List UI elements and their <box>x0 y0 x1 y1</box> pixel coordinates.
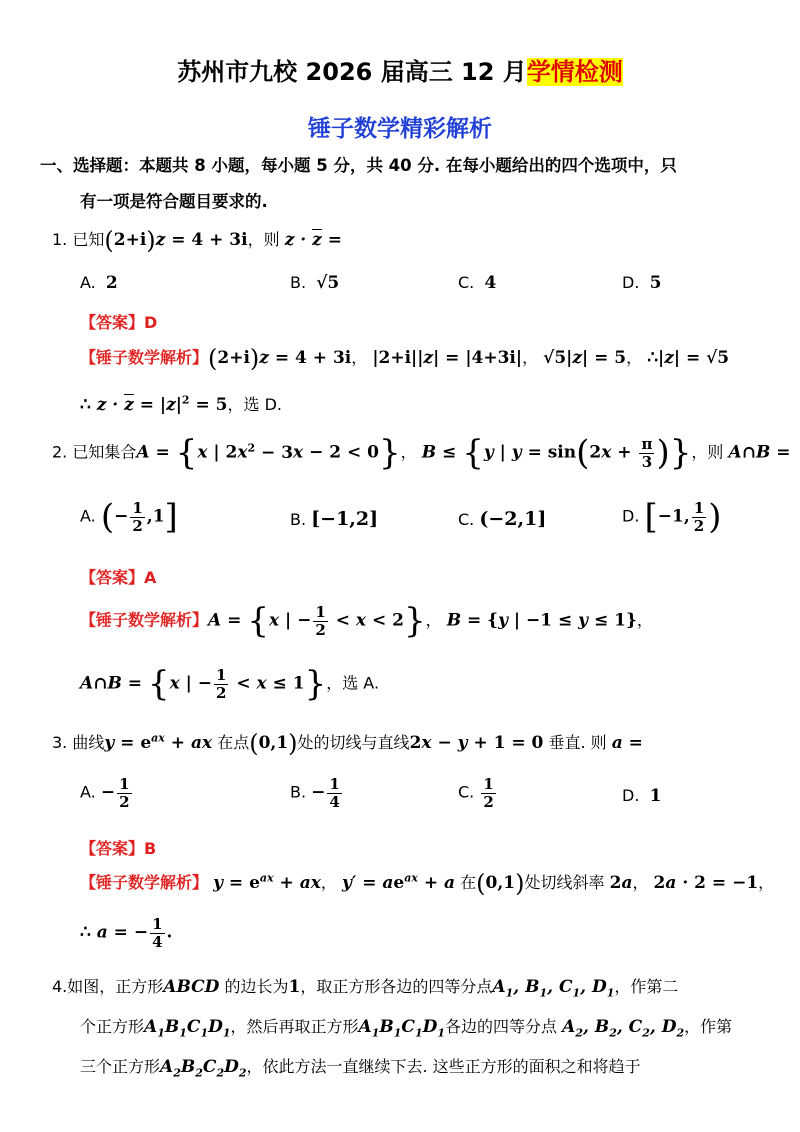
section-heading-line1: 一、选择题：本题共 8 小题，每小题 5 分，共 40 分. 在每小题给出的四个选项中，只 <box>40 156 677 175</box>
question-2: 2. 已知集合A = {x | $2x^2 - 3x - 2 < 0$}， B ≤ {y | y = sin(2x + $\frac{\pi}{3}$ )}，则 A∩B = <box>52 433 791 473</box>
q3-option-a: A. − $\frac{1}{2}$ <box>80 775 130 811</box>
q2-analysis: 【锤子数学解析】A = {x | − $\frac{1}{2}$ < x < 2}， B = {y | −1 ≤ y ≤ 1}， <box>80 601 653 641</box>
q1-option-c: C. 4 <box>458 273 497 293</box>
q2-analysis-line2: A∩B = {x | − $\frac{1}{2}$ < x ≤ 1}，选 A. <box>80 664 380 704</box>
q3-analysis: 【锤子数学解析】 $y = e^{ax}$ + ax， $y' = ae^{ax} + a$ 在(0,1)处切线斜率 2a， 2a · 2 = −1， <box>80 869 775 898</box>
question-4-line2: 个正方形$A_1B_1C_1D_1$，然后再取正方形$A_1B_1C_1D_1$各边的四等分点 $A_2$, $B_2$, $C_2$, $D_2$，作第 <box>80 1017 733 1040</box>
q3-option-d: D. 1 <box>622 786 662 806</box>
q2-option-c: C. (−2,1] <box>458 508 547 530</box>
section-heading-line2: 有一项是符合题目要求的. <box>80 192 268 211</box>
question-1: 1. 已知(2+i)z = 4 + 3i，则 $z \cdot \overline{z}$ = <box>52 226 342 255</box>
q3-option-b: B. − $\frac{1}{4}$ <box>290 775 340 811</box>
page-subtitle: 锤子数学精彩解析 <box>308 116 492 142</box>
title-highlight: 学情检测 <box>526 58 623 86</box>
q1-analysis-line2: ∴ $z \cdot \overline{z} = |z|^2 = 5$，选 D. <box>80 393 282 415</box>
question-3: 3. 曲线$y = e^{ax}$ + ax 在点(0,1)处的切线与直线2x − y + 1 = 0 垂直. 则 a = <box>52 729 643 758</box>
title-main: 苏州市九校 2026 届高三 12 月 <box>177 58 527 86</box>
q1-option-d: D. 5 <box>622 273 662 293</box>
q2-answer: 【答案】A <box>80 568 157 587</box>
q3-option-c: C. $\frac{1}{2}$ <box>458 775 494 811</box>
q1-analysis: 【锤子数学解析】(2+i)z = 4 + 3i， |2+i||z| = |4+3i|， √5|z| = 5， ∴|z| = √5 <box>80 344 730 373</box>
q2-option-a: A. (− $\frac{1}{2}$ ,1] <box>80 497 178 537</box>
q3-answer: 【答案】B <box>80 839 157 858</box>
q1-answer: 【答案】D <box>80 313 158 332</box>
question-4-line3: 三个正方形$A_2B_2C_2D_2$，依此方法一直继续下去. 这些正方形的面积之和将趋于 <box>80 1057 641 1080</box>
q2-option-d: D. [−1, $\frac{1}{2}$ ) <box>622 497 722 537</box>
q1-option-b: B. √5 <box>290 273 340 293</box>
q1-option-a: A. 2 <box>80 273 118 293</box>
question-4-line1: 4.如图，正方形ABCD 的边长为1，取正方形各边的四等分点$A_1$, $B_1$, $C_1$, $D_1$，作第二 <box>52 977 679 1000</box>
q3-analysis-line2: ∴ a = − $\frac{1}{4}$ . <box>80 915 173 951</box>
q2-option-b: B. [−1,2] <box>290 508 379 530</box>
page-title <box>0 52 800 87</box>
